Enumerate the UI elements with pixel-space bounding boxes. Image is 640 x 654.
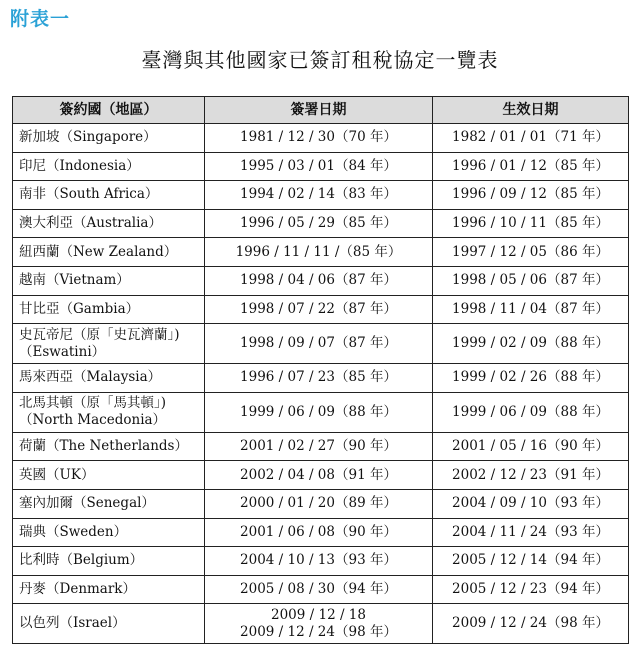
table-row xyxy=(13,124,629,153)
table-row xyxy=(13,392,629,432)
cell-signed-date: 2001 / 06 / 08（90 年） xyxy=(205,518,433,547)
cell-country: 比利時（Belgium） xyxy=(13,547,205,576)
cell-signed-date: 2002 / 04 / 08（91 年） xyxy=(205,461,433,490)
table-row xyxy=(13,364,629,393)
cell-signed-date: 1996 / 05 / 29（85 年） xyxy=(205,209,433,238)
cell-effective-date: 1996 / 01 / 12（85 年） xyxy=(433,152,629,181)
table-row xyxy=(13,324,629,364)
cell-effective-date: 2004 / 09 / 10（93 年） xyxy=(433,489,629,518)
cell-effective-date: 1998 / 11 / 04（87 年） xyxy=(433,295,629,324)
cell-country: 甘比亞（Gambia） xyxy=(13,295,205,324)
table-row xyxy=(13,152,629,181)
cell-country: 以色列（Israel） xyxy=(13,604,205,644)
column-header-signed-date: 簽署日期 xyxy=(205,97,433,124)
table-row xyxy=(13,518,629,547)
table-row xyxy=(13,266,629,295)
table-header-row xyxy=(13,97,629,124)
cell-effective-date: 1996 / 09 / 12（85 年） xyxy=(433,181,629,210)
cell-effective-date: 2002 / 12 / 23（91 年） xyxy=(433,461,629,490)
cell-effective-date: 2005 / 12 / 14（94 年） xyxy=(433,547,629,576)
cell-country: 英國（UK） xyxy=(13,461,205,490)
cell-signed-date: 2000 / 01 / 20（89 年） xyxy=(205,489,433,518)
table-row xyxy=(13,432,629,461)
cell-country: 印尼（Indonesia） xyxy=(13,152,205,181)
cell-signed-date: 1995 / 03 / 01（84 年） xyxy=(205,152,433,181)
table-row xyxy=(13,209,629,238)
cell-effective-date: 1996 / 10 / 11（85 年） xyxy=(433,209,629,238)
table-row xyxy=(13,461,629,490)
cell-signed-date: 1996 / 07 / 23（85 年） xyxy=(205,364,433,393)
table-row xyxy=(13,238,629,267)
cell-signed-date: 1999 / 06 / 09（88 年） xyxy=(205,392,433,432)
cell-effective-date: 1982 / 01 / 01（71 年） xyxy=(433,124,629,153)
cell-signed-date: 2001 / 02 / 27（90 年） xyxy=(205,432,433,461)
cell-effective-date: 2005 / 12 / 23（94 年） xyxy=(433,575,629,604)
cell-effective-date: 2001 / 05 / 16（90 年） xyxy=(433,432,629,461)
cell-signed-date: 1981 / 12 / 30（70 年） xyxy=(205,124,433,153)
table-body xyxy=(13,124,629,644)
cell-signed-date: 1998 / 04 / 06（87 年） xyxy=(205,266,433,295)
cell-country: 丹麥（Denmark） xyxy=(13,575,205,604)
column-header-effective-date: 生效日期 xyxy=(433,97,629,124)
cell-signed-date: 2005 / 08 / 30（94 年） xyxy=(205,575,433,604)
cell-signed-date: 1994 / 02 / 14（83 年） xyxy=(205,181,433,210)
cell-effective-date: 1999 / 02 / 26（88 年） xyxy=(433,364,629,393)
table-row xyxy=(13,604,629,644)
table-row xyxy=(13,575,629,604)
table-row xyxy=(13,295,629,324)
cell-signed-date: 2004 / 10 / 13（93 年） xyxy=(205,547,433,576)
cell-country: 史瓦帝尼（原「史瓦濟蘭」)（Eswatini） xyxy=(13,324,205,364)
cell-effective-date: 1997 / 12 / 05（86 年） xyxy=(433,238,629,267)
cell-country: 澳大利亞（Australia） xyxy=(13,209,205,238)
cell-signed-date: 2009 / 12 / 18 2009 / 12 / 24（98 年） xyxy=(205,604,433,644)
cell-effective-date: 1998 / 05 / 06（87 年） xyxy=(433,266,629,295)
cell-country: 新加坡（Singapore） xyxy=(13,124,205,153)
cell-country: 紐西蘭（New Zealand） xyxy=(13,238,205,267)
table-row xyxy=(13,489,629,518)
cell-country: 南非（South Africa） xyxy=(13,181,205,210)
page-title: 臺灣與其他國家已簽訂租稅協定一覽表 xyxy=(141,48,499,72)
cell-country: 瑞典（Sweden） xyxy=(13,518,205,547)
cell-effective-date: 1999 / 02 / 09（88 年） xyxy=(433,324,629,364)
appendix-label: 附表一 xyxy=(10,8,71,30)
cell-country: 北馬其頓（原「馬其頓」)（North Macedonia） xyxy=(13,392,205,432)
cell-signed-date: 1998 / 07 / 22（87 年） xyxy=(205,295,433,324)
cell-country: 塞內加爾（Senegal） xyxy=(13,489,205,518)
cell-country: 越南（Vietnam） xyxy=(13,266,205,295)
cell-effective-date: 1999 / 06 / 09（88 年） xyxy=(433,392,629,432)
table-row xyxy=(13,547,629,576)
cell-country: 荷蘭（The Netherlands） xyxy=(13,432,205,461)
cell-country: 馬來西亞（Malaysia） xyxy=(13,364,205,393)
tax-treaty-table xyxy=(12,96,629,644)
table-row xyxy=(13,181,629,210)
cell-signed-date: 1998 / 09 / 07（87 年） xyxy=(205,324,433,364)
column-header-country: 簽約國（地區） xyxy=(13,97,205,124)
cell-signed-date: 1996 / 11 / 11 /（85 年） xyxy=(205,238,433,267)
cell-effective-date: 2009 / 12 / 24（98 年） xyxy=(433,604,629,644)
cell-effective-date: 2004 / 11 / 24（93 年） xyxy=(433,518,629,547)
